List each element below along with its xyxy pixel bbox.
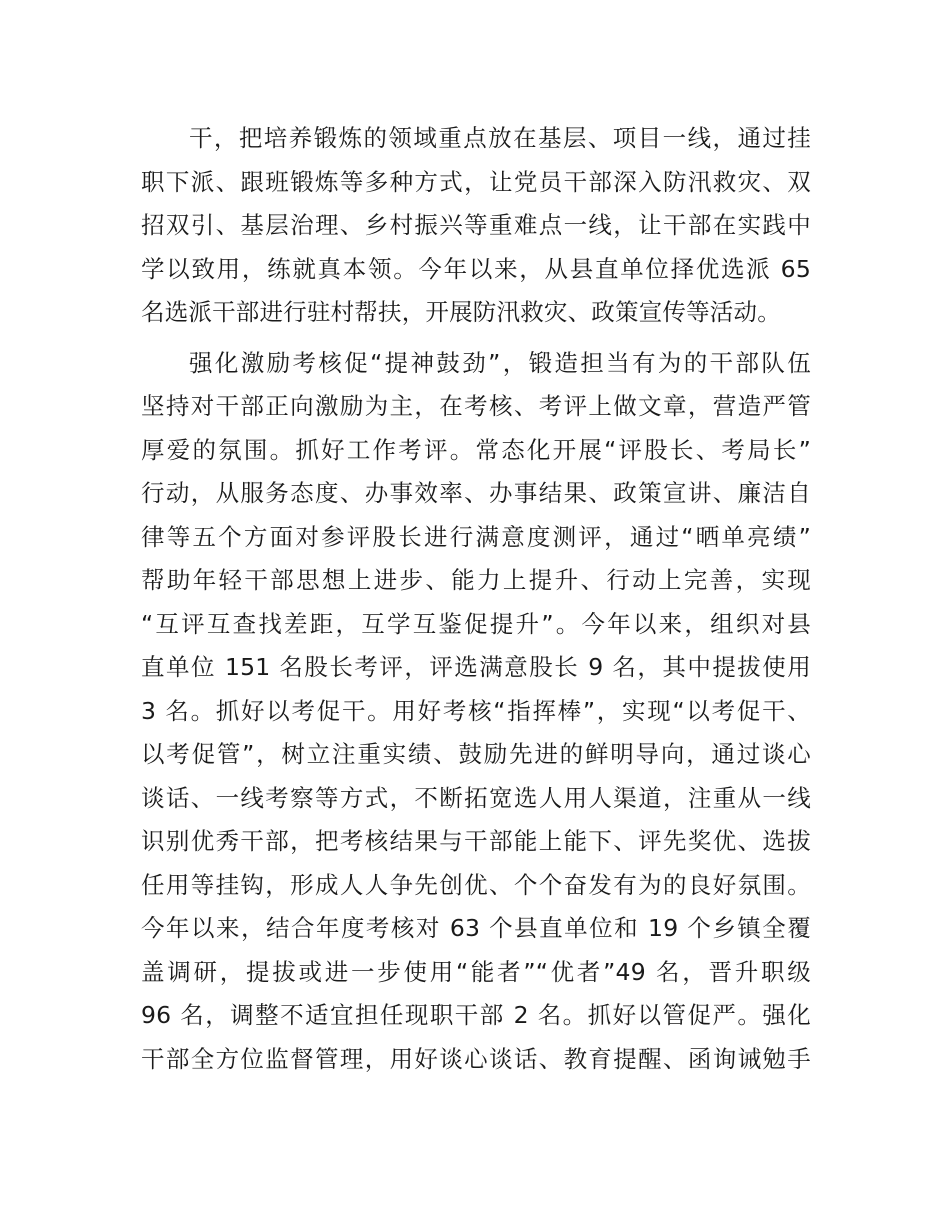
text-line: 3 名。抓好以考促干。用好考核“指挥棒”，实现“以考促干、 (141, 696, 811, 725)
text-line: 干，把培养锻炼的领域重点放在基层、项目一线，通过挂 (189, 124, 811, 152)
text-line: 坚持对干部正向激励为主，在考核、考评上做文章，营造严管 (141, 392, 811, 420)
text-line: 96 名，调整不适宜担任现职干部 2 名。抓好以管促严。强化 (141, 1001, 811, 1029)
text-line: 盖调研，提拔或进一步使用“能者”“优者”49 名，晋升职级 (141, 957, 811, 986)
text-line: 职下派、跟班锻炼等多种方式，让党员干部深入防汛救灾、双 (141, 167, 811, 196)
text-line: 名选派干部进行驻村帮扶，开展防汛救灾、政策宣传等活动。 (141, 298, 781, 326)
text-line: 律等五个方面对参评股长进行满意度测评，通过“晒单亮绩” (141, 522, 811, 551)
body-text (141, 117, 811, 1081)
text-line: 行动，从服务态度、办事效率、办事结果、政策宣讲、廉洁自 (141, 479, 811, 507)
text-line: “互评互查找差距，互学互鉴促提升”。今年以来，组织对县 (141, 609, 811, 638)
text-line: 干部全方位监督管理，用好谈心谈话、教育提醒、函询诫勉手 (141, 1044, 811, 1073)
text-line: 招双引、基层治理、乡村振兴等重难点一线，让干部在实践中 (141, 211, 811, 239)
text-line: 任用等挂钩，形成人人争先创优、个个奋发有为的良好氛围。 (141, 870, 811, 899)
text-line: 谈话、一线考察等方式，不断拓宽选人用人渠道，注重从一线 (141, 783, 811, 812)
text-line: 今年以来，结合年度考核对 63 个县直单位和 19 个乡镇全覆 (141, 914, 811, 942)
paragraph-2 (141, 342, 811, 1082)
text-line: 帮助年轻干部思想上进步、能力上提升、行动上完善，实现 (141, 566, 811, 594)
text-line: 学以致用，练就真本领。今年以来，从县直单位择优选派 65 (141, 254, 811, 283)
text-line: 强化激励考核促“提神鼓劲”，锻造担当有为的干部队伍 (189, 348, 811, 377)
text-line: 识别优秀干部，把考核结果与干部能上能下、评先奖优、选拔 (141, 827, 811, 855)
text-line: 以考促管”，树立注重实绩、鼓励先进的鲜明导向，通过谈心 (141, 740, 811, 768)
paragraph-1 (141, 117, 811, 335)
text-line: 厚爱的氛围。抓好工作考评。常态化开展“评股长、考局长” (141, 435, 811, 464)
text-line: 直单位 151 名股长考评，评选满意股长 9 名，其中提拔使用 (141, 653, 811, 681)
